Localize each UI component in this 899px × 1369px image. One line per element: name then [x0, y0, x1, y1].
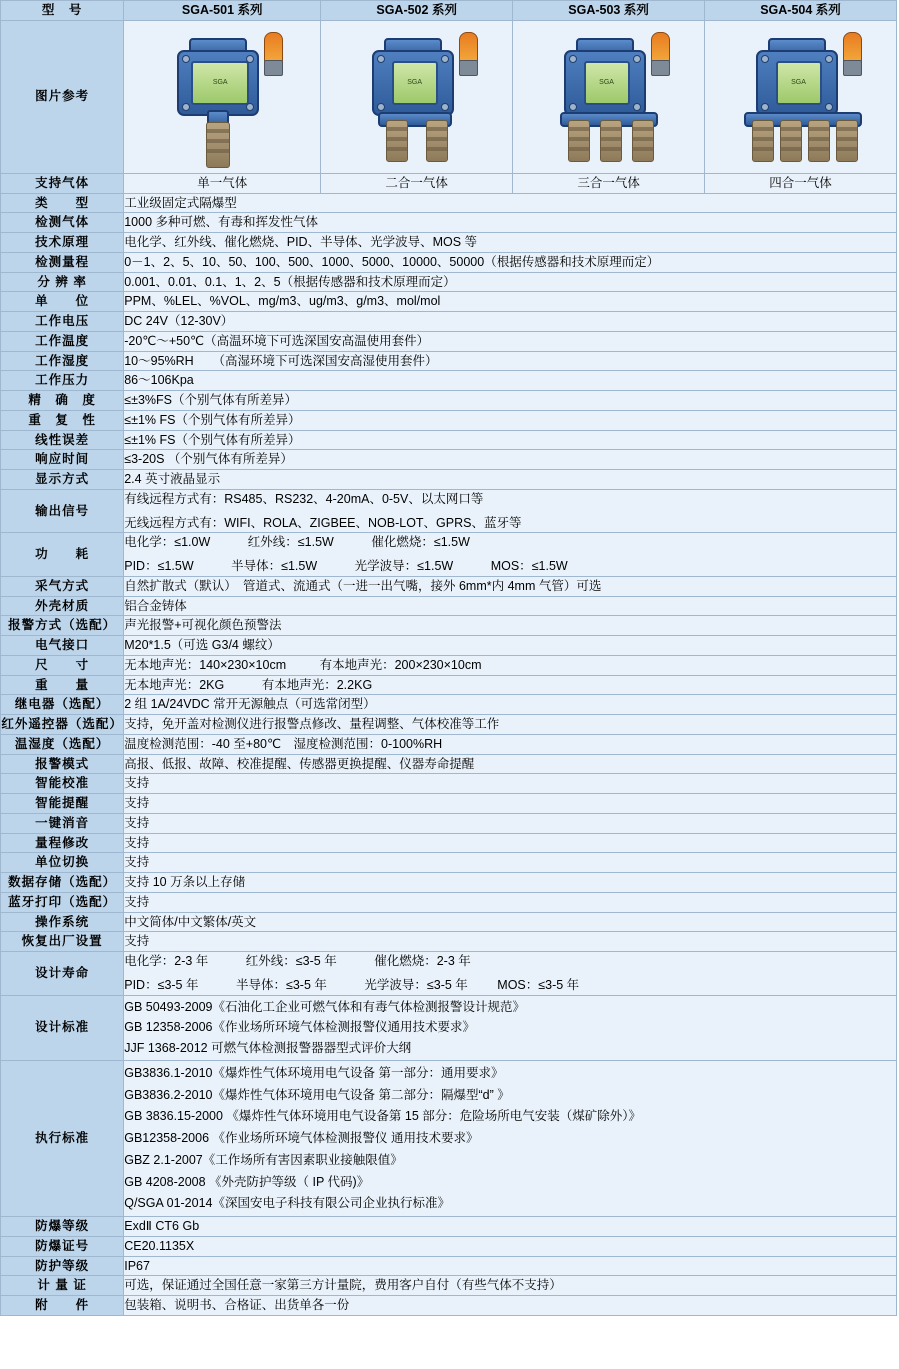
size-with-alarm: 有本地声光：200×230×10cm: [319, 657, 482, 672]
row-value: 10～95%RH （高湿环境下可选深国安高湿使用套件）: [124, 351, 897, 371]
row-label: 防爆等级: [1, 1217, 124, 1237]
lifetime-val: ≤3-5 年: [295, 954, 337, 968]
row-label: 附 件: [1, 1296, 124, 1316]
row-label: 蓝牙打印（选配）: [1, 892, 124, 912]
table-row-unit: [1, 292, 897, 312]
row-value: 0.001、0.01、0.1、1、2、5（根据传感器和技术原理而定）: [124, 272, 897, 292]
power-key: 催化燃烧：: [371, 535, 434, 550]
row-label: 一键消音: [1, 813, 124, 833]
detector-illustration-triple: [534, 24, 684, 170]
execution-standard-item: GB 4208-2008 《外壳防护等级（ IP 代码)》: [124, 1174, 370, 1189]
model-503: SGA-503 系列: [513, 1, 705, 21]
power-val: ≤1.5W: [157, 559, 194, 573]
row-value: 0－1、2、5、10、50、100、500、1000、5000、10000、50000（根据传感器和技术原理而定）: [124, 252, 897, 272]
row-label-lifetime: 设计寿命: [1, 952, 124, 996]
row-value: ≤3-20S （个别气体有所差异）: [124, 450, 897, 470]
row-label: 工作电压: [1, 312, 124, 332]
table-row-weight: [1, 675, 897, 695]
weight-without-alarm: 无本地声光：2KG: [124, 677, 225, 692]
display-screen: SGA: [776, 61, 822, 105]
model-502: SGA-502 系列: [321, 1, 513, 21]
row-label-image-reference: 图片参考: [1, 20, 124, 173]
product-image-501: [124, 20, 321, 173]
table-row-size: [1, 655, 897, 675]
row-label: 报警方式（选配）: [1, 616, 124, 636]
row-value-design-standard: [124, 995, 897, 1060]
table-row-output-signal: [1, 489, 897, 533]
gas-support-504: 四合一气体: [705, 173, 897, 193]
row-label: 重 复 性: [1, 410, 124, 430]
row-label-output-signal: 输出信号: [1, 489, 124, 533]
row-value: 声光报警+可视化颜色预警法: [124, 616, 897, 636]
product-image-504: [705, 20, 897, 173]
product-image-503: [513, 20, 705, 173]
table-row-execution-standard: [1, 1060, 897, 1216]
row-label: 工作温度: [1, 331, 124, 351]
row-value: 支持: [124, 853, 897, 873]
row-label: 线性误差: [1, 430, 124, 450]
execution-standard-item: GB 3836.15-2000 《爆炸性气体环境用电气设备第 15 部分：危险场所电气安装（煤矿除外）》: [124, 1109, 641, 1124]
row-value: 可选，保证通过全国任意一家第三方计量院，费用客户自付（有些气体不支持）: [124, 1276, 897, 1296]
power-key: PID：: [124, 559, 158, 573]
output-signal-wireless: 无线远程方式有：WIFI、ROLA、ZIGBEE、NOB-LOT、GPRS、蓝牙等: [124, 515, 522, 530]
design-standard-item: GB 12358-2006《作业场所环境气体检测报警仪通用技术要求》: [124, 1020, 475, 1035]
table-row-sampling: [1, 576, 897, 596]
row-label: 智能校准: [1, 774, 124, 794]
lifetime-key: 电化学：: [124, 954, 175, 968]
lifetime-val: 2-3 年: [436, 954, 471, 968]
power-key: 光学波导：: [354, 559, 418, 573]
row-label: 精 确 度: [1, 391, 124, 411]
row-value-output-signal: [124, 489, 897, 533]
table-row-relay: [1, 695, 897, 715]
model-504: SGA-504 系列: [705, 1, 897, 21]
lifetime-val: 2-3 年: [174, 954, 209, 968]
row-value: 支持: [124, 794, 897, 814]
power-key: 半导体：: [231, 559, 282, 573]
lifetime-line-1: [124, 952, 896, 971]
table-row-lifetime: [1, 952, 897, 996]
power-val: ≤1.5W: [297, 535, 334, 550]
row-value: 支持: [124, 774, 897, 794]
row-label: 操作系统: [1, 912, 124, 932]
weight-with-alarm: 有本地声光：2.2KG: [261, 677, 373, 692]
table-row-response-time: [1, 450, 897, 470]
power-val: ≤1.5W: [417, 559, 454, 573]
row-label: 防护等级: [1, 1256, 124, 1276]
table-row-bluetooth-print: [1, 892, 897, 912]
row-label: 工作压力: [1, 371, 124, 391]
row-value: 电化学、红外线、催化燃烧、PID、半导体、光学波导、MOS 等: [124, 233, 897, 253]
table-row-power: [1, 533, 897, 577]
table-row-model: [1, 1, 897, 21]
row-label: 电气接口: [1, 636, 124, 656]
table-row-ex-certificate: [1, 1236, 897, 1256]
alarm-light-icon: [651, 32, 670, 64]
row-value: 支持: [124, 813, 897, 833]
row-value-execution-standard: [124, 1060, 897, 1216]
table-row-housing: [1, 596, 897, 616]
row-value: 包装箱、说明书、合格证、出货单各一份: [124, 1296, 897, 1316]
table-row-accuracy: [1, 391, 897, 411]
table-row-detect-gas: [1, 213, 897, 233]
row-label: 采气方式: [1, 576, 124, 596]
table-row-gas-support: [1, 173, 897, 193]
row-label: 响应时间: [1, 450, 124, 470]
row-value: 支持 10 万条以上存储: [124, 873, 897, 893]
row-label: 防爆证号: [1, 1236, 124, 1256]
row-label: 红外遥控器（选配）: [1, 715, 124, 735]
execution-standard-item: Q/SGA 01-2014《深国安电子科技有限公司企业执行标准》: [124, 1196, 450, 1211]
design-standard-item: JJF 1368-2012 可燃气体检测报警器器型式评价大纲: [124, 1041, 412, 1055]
row-value: 2 组 1A/24VDC 常开无源触点（可选常闭型）: [124, 695, 897, 715]
table-row-factory-reset: [1, 932, 897, 952]
execution-standard-item: GB3836.2-2010《爆炸性气体环境用电气设备 第二部分：隔爆型“d” 》: [124, 1087, 510, 1102]
table-row-ip-rating: [1, 1256, 897, 1276]
lifetime-val: ≤3-5 年: [538, 977, 580, 992]
detector-illustration-single: [147, 24, 297, 170]
lifetime-key: PID：: [124, 977, 158, 992]
gas-support-502: 二合一气体: [321, 173, 513, 193]
table-row-smart-reminder: [1, 794, 897, 814]
table-row-smart-calibration: [1, 774, 897, 794]
output-signal-wired: 有线远程方式有：RS485、RS232、4-20mA、0-5V、以太网口等: [124, 491, 484, 506]
row-label: 分 辨 率: [1, 272, 124, 292]
table-row-range-modify: [1, 833, 897, 853]
alarm-light-icon: [264, 32, 283, 64]
row-value: 温度检测范围：-40 至+80℃ 湿度检测范围：0-100%RH: [124, 734, 897, 754]
table-row-principle: [1, 233, 897, 253]
row-label-weight: 重 量: [1, 675, 124, 695]
lifetime-val: ≤3-5 年: [426, 977, 468, 992]
execution-standard-item: GB12358-2006 《作业场所环境气体检测报警仪 通用技术要求》: [124, 1131, 479, 1145]
power-key: 电化学：: [124, 535, 175, 550]
lifetime-val: ≤3-5 年: [157, 977, 199, 992]
row-label: 工作湿度: [1, 351, 124, 371]
row-value: DC 24V（12-30V）: [124, 312, 897, 332]
row-value: PPM、%LEL、%VOL、mg/m3、ug/m3、g/m3、mol/mol: [124, 292, 897, 312]
row-label-design-standard: 设计标准: [1, 995, 124, 1060]
row-label-model: 型 号: [1, 1, 124, 21]
table-row-ex-rating: [1, 1217, 897, 1237]
power-key: 红外线：: [247, 535, 298, 550]
table-row-temperature: [1, 331, 897, 351]
detector-illustration-dual: [342, 24, 492, 170]
row-label: 类 型: [1, 193, 124, 213]
table-row-alarm-mode: [1, 754, 897, 774]
design-standard-item: GB 50493-2009《石油化工企业可燃气体和有毒气体检测报警设计规范》: [124, 999, 525, 1014]
lifetime-val: ≤3-5 年: [285, 977, 327, 992]
row-value: 支持，免开盖对检测仪进行报警点修改、量程调整、气体校准等工作: [124, 715, 897, 735]
table-row-temp-humidity-option: [1, 734, 897, 754]
lifetime-key: 催化燃烧：: [374, 954, 437, 968]
table-row-range: [1, 252, 897, 272]
row-value: 2.4 英寸液晶显示: [124, 470, 897, 490]
row-label: 量程修改: [1, 833, 124, 853]
table-row-repeatability: [1, 410, 897, 430]
table-row-unit-switch: [1, 853, 897, 873]
execution-standard-item: GB3836.1-2010《爆炸性气体环境用电气设备 第一部分：通用要求》: [124, 1065, 504, 1080]
row-value: IP67: [124, 1256, 897, 1276]
lifetime-key: 红外线：: [245, 954, 296, 968]
row-label: 检测量程: [1, 252, 124, 272]
lifetime-key: 半导体：: [235, 977, 286, 992]
table-row-alarm-type: [1, 616, 897, 636]
row-label: 检测气体: [1, 213, 124, 233]
table-row-accessories: [1, 1296, 897, 1316]
row-value: 支持: [124, 892, 897, 912]
display-screen: SGA: [392, 61, 438, 105]
row-value: 86～106Kpa: [124, 371, 897, 391]
gas-support-501: 单一气体: [124, 173, 321, 193]
row-value-size: [124, 655, 897, 675]
row-value: 1000 多种可燃、有毒和挥发性气体: [124, 213, 897, 233]
row-label: 数据存储（选配）: [1, 873, 124, 893]
table-row-resolution: [1, 272, 897, 292]
table-row-os: [1, 912, 897, 932]
power-key: MOS：: [490, 559, 532, 573]
row-label: 技术原理: [1, 233, 124, 253]
table-row-metrology-cert: [1, 1276, 897, 1296]
table-row-ir-remote: [1, 715, 897, 735]
table-row-pressure: [1, 371, 897, 391]
row-value: CE20.1135X: [124, 1236, 897, 1256]
row-value: 铝合金铸体: [124, 596, 897, 616]
table-row-type: [1, 193, 897, 213]
alarm-light-icon: [843, 32, 862, 64]
row-value: ≤±1% FS（个别气体有所差异）: [124, 410, 897, 430]
row-label: 外壳材质: [1, 596, 124, 616]
row-value: 支持: [124, 932, 897, 952]
row-value: 支持: [124, 833, 897, 853]
lifetime-key: 光学波导：: [364, 977, 427, 992]
power-val: ≤1.5W: [531, 559, 568, 573]
row-value-weight: [124, 675, 897, 695]
table-row-display: [1, 470, 897, 490]
row-label: 恢复出厂设置: [1, 932, 124, 952]
lifetime-line-2: [124, 976, 896, 995]
power-val: ≤1.0W: [174, 535, 211, 550]
row-label-power: 功 耗: [1, 533, 124, 577]
row-value: 自然扩散式（默认） 管道式、流通式（一进一出气嘴，接外 6mm*内 4mm 气管）可选: [124, 576, 897, 596]
power-line-2: [124, 557, 896, 576]
table-row-humidity: [1, 351, 897, 371]
row-label: 报警模式: [1, 754, 124, 774]
row-label: 智能提醒: [1, 794, 124, 814]
row-label-size: 尺 寸: [1, 655, 124, 675]
product-image-502: [321, 20, 513, 173]
row-value: M20*1.5（可选 G3/4 螺纹）: [124, 636, 897, 656]
power-val: ≤1.5W: [281, 559, 318, 573]
row-value: 中文简体/中文繁体/英文: [124, 912, 897, 932]
row-label: 单 位: [1, 292, 124, 312]
row-value: -20℃～+50℃（高温环境下可选深国安高温使用套件）: [124, 331, 897, 351]
gas-support-503: 三合一气体: [513, 173, 705, 193]
row-label-gas-support: 支持气体: [1, 173, 124, 193]
row-value: ≤±1% FS（个别气体有所差异）: [124, 430, 897, 450]
alarm-light-icon: [459, 32, 478, 64]
row-label: 计 量 证: [1, 1276, 124, 1296]
row-label: 显示方式: [1, 470, 124, 490]
row-value: ExdⅡ CT6 Gb: [124, 1217, 897, 1237]
power-val: ≤1.5W: [433, 535, 470, 550]
table-row-voltage: [1, 312, 897, 332]
power-line-1: [124, 533, 896, 552]
row-value: 工业级固定式隔爆型: [124, 193, 897, 213]
row-label-execution-standard: 执行标准: [1, 1060, 124, 1216]
row-value: ≤±3%FS（个别气体有所差异）: [124, 391, 897, 411]
row-value: 高报、低报、故障、校准提醒、传感器更换提醒、仪器寿命提醒: [124, 754, 897, 774]
row-value-lifetime: [124, 952, 897, 996]
row-label: 温湿度（选配）: [1, 734, 124, 754]
table-row-one-key-mute: [1, 813, 897, 833]
row-label: 继电器（选配）: [1, 695, 124, 715]
size-without-alarm: 无本地声光：140×230×10cm: [124, 657, 287, 672]
execution-standard-item: GBZ 2.1-2007《工作场所有害因素职业接触限值》: [124, 1152, 403, 1167]
table-row-data-storage: [1, 873, 897, 893]
lifetime-key: MOS：: [497, 977, 539, 992]
display-screen: SGA: [584, 61, 630, 105]
detector-illustration-quad: [726, 24, 876, 170]
row-label: 单位切换: [1, 853, 124, 873]
table-row-linearity: [1, 430, 897, 450]
display-screen: SGA: [191, 61, 249, 105]
row-value-power: [124, 533, 897, 577]
model-501: SGA-501 系列: [124, 1, 321, 21]
table-row-images: [1, 20, 897, 173]
table-row-design-standard: [1, 995, 897, 1060]
table-row-electrical-interface: [1, 636, 897, 656]
